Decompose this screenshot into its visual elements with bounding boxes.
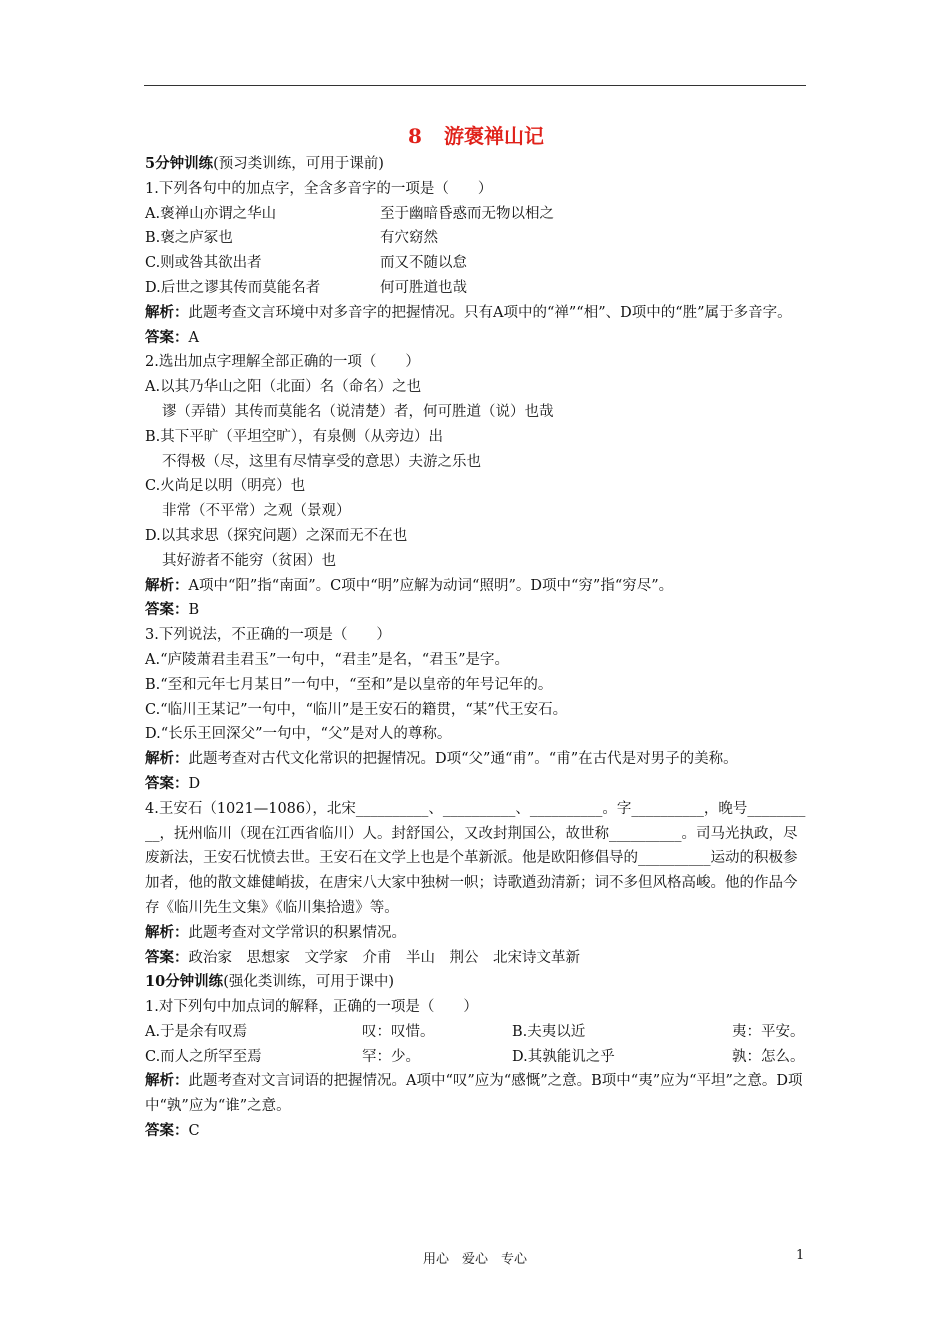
q2-option-b2: 不得极（尽，这里有尽情享受的意思）夫游之乐也	[162, 453, 481, 470]
footer-motto: 用心 爱心 专心	[422, 1252, 527, 1267]
s2-q1-stem: 1.对下列句中加点词的解释，正确的一项是（ ）	[145, 999, 478, 1016]
q4-answer: 答案：政治家 思想家 文学家 介甫 半山 荆公 北宋诗文革新	[145, 948, 580, 966]
q2-option-a1: A.以其乃华山之阳（北面）名（命名）之也	[145, 379, 422, 396]
q2-stem: 2.选出加点字理解全部正确的一项（ ）	[145, 354, 420, 371]
page-title	[145, 120, 807, 152]
s2-q1-analysis: 解析：此题考查对文言词语的把握情况。A项中“叹”应为“感慨”之意。B项中“夷”应为“平坦”之意。D项中“孰”应为“谁”之意。	[145, 1072, 803, 1115]
q3-option-d: D.“长乐王回深父”一句中，“父”是对人的尊称。	[145, 726, 452, 743]
q1-analysis: 解析：此题考查文言环境中对多音字的把握情况。只有A项中的“禅”“相”、D项中的“胜”属于多音字。	[145, 303, 792, 321]
q2-option-d1: D.以其求思（探究问题）之深而无不在也	[145, 527, 408, 544]
q1-option-c: C.则或咎其欲出者 而又不随以怠	[145, 255, 467, 272]
q3-option-b: B.“至和元年七月某日”一句中，“至和”是以皇帝的年号记年的。	[145, 676, 553, 693]
s2-q1-options-ab: A.于是余有叹焉 叹：叹惜。 B.夫夷以近 夷：平安。	[145, 1023, 805, 1040]
lesson-number: 8	[408, 124, 422, 148]
section-heading-10min: 10分钟训练(强化类训练，可用于课中)	[145, 973, 395, 991]
q3-option-c: C.“临川王某记”一句中，“临川”是王安石的籍贯，“某”代王安石。	[145, 701, 568, 718]
lesson-title: 游褒禅山记	[443, 124, 544, 148]
q2-option-b1: B.其下平旷（平坦空旷），有泉侧（从旁边）出	[145, 428, 444, 445]
s2-q1-answer: 答案：C	[145, 1122, 200, 1140]
q1-option-b: B.褒之庐冢也 有穴窈然	[145, 230, 438, 247]
q2-analysis: 解析：A项中“阳”指“南面”。C项中“明”应解为动词“照明”。D项中“穷”指“穷尽”。	[145, 576, 674, 594]
q1-option-a: A.褒禅山亦谓之华山 至于幽暗昏惑而无物以相之	[145, 205, 554, 222]
q3-stem: 3.下列说法，不正确的一项是（ ）	[145, 627, 391, 644]
q1-option-d: D.后世之谬其传而莫能名者 何可胜道也哉	[145, 279, 467, 296]
document-body	[145, 120, 807, 1144]
q4-text: 4.王安石（1021—1086），北宋__________、__________、__________。字__________，晚号__________，抚州临川（现在江西省临川）人。封舒国公，又改封荆国公，故世称__________。司马光执政，尽废新法，王安石忧愤去世。王安石在文学上也是个革新派。他是欧阳修倡导的__________运动的积极参加者，他的散文雄健峭拔，在唐宋八大家中独树一帜；诗歌遒劲清新；词不多但风格高峻。他的作品今存《临川先生文集》《临川集拾遗》等。	[145, 800, 806, 916]
q3-answer: 答案：D	[145, 774, 201, 792]
q2-answer: 答案：B	[145, 601, 200, 619]
q3-option-a: A.“庐陵萧君圭君玉”一句中，“君圭”是名，“君玉”是字。	[145, 651, 510, 668]
q2-option-c1: C.火尚足以明（明亮）也	[145, 478, 306, 495]
header-rule	[144, 85, 806, 86]
q1-stem: 1.下列各句中的加点字，全含多音字的一项是（ ）	[145, 180, 493, 197]
q2-option-d2: 其好游者不能穷（贫困）也	[162, 552, 336, 569]
q3-analysis: 解析：此题考查对古代文化常识的把握情况。D项“父”通“甫”。“甫”在古代是对男子的美称。	[145, 750, 738, 768]
q2-option-c2: 非常（不平常）之观（景观）	[162, 503, 351, 520]
section-heading-5min: 5分钟训练(预习类训练，可用于课前)	[145, 155, 384, 172]
q2-option-a2: 谬（弄错）其传而莫能名（说清楚）者，何可胜道（说）也哉	[162, 403, 554, 420]
q4-analysis: 解析：此题考查对文学常识的积累情况。	[145, 923, 406, 941]
s2-q1-options-cd: C.而人之所罕至焉 罕：少。 D.其孰能讥之乎 孰：怎么。	[145, 1048, 805, 1065]
page-number: 1	[796, 1248, 805, 1263]
q1-answer: 答案：A	[145, 328, 199, 346]
